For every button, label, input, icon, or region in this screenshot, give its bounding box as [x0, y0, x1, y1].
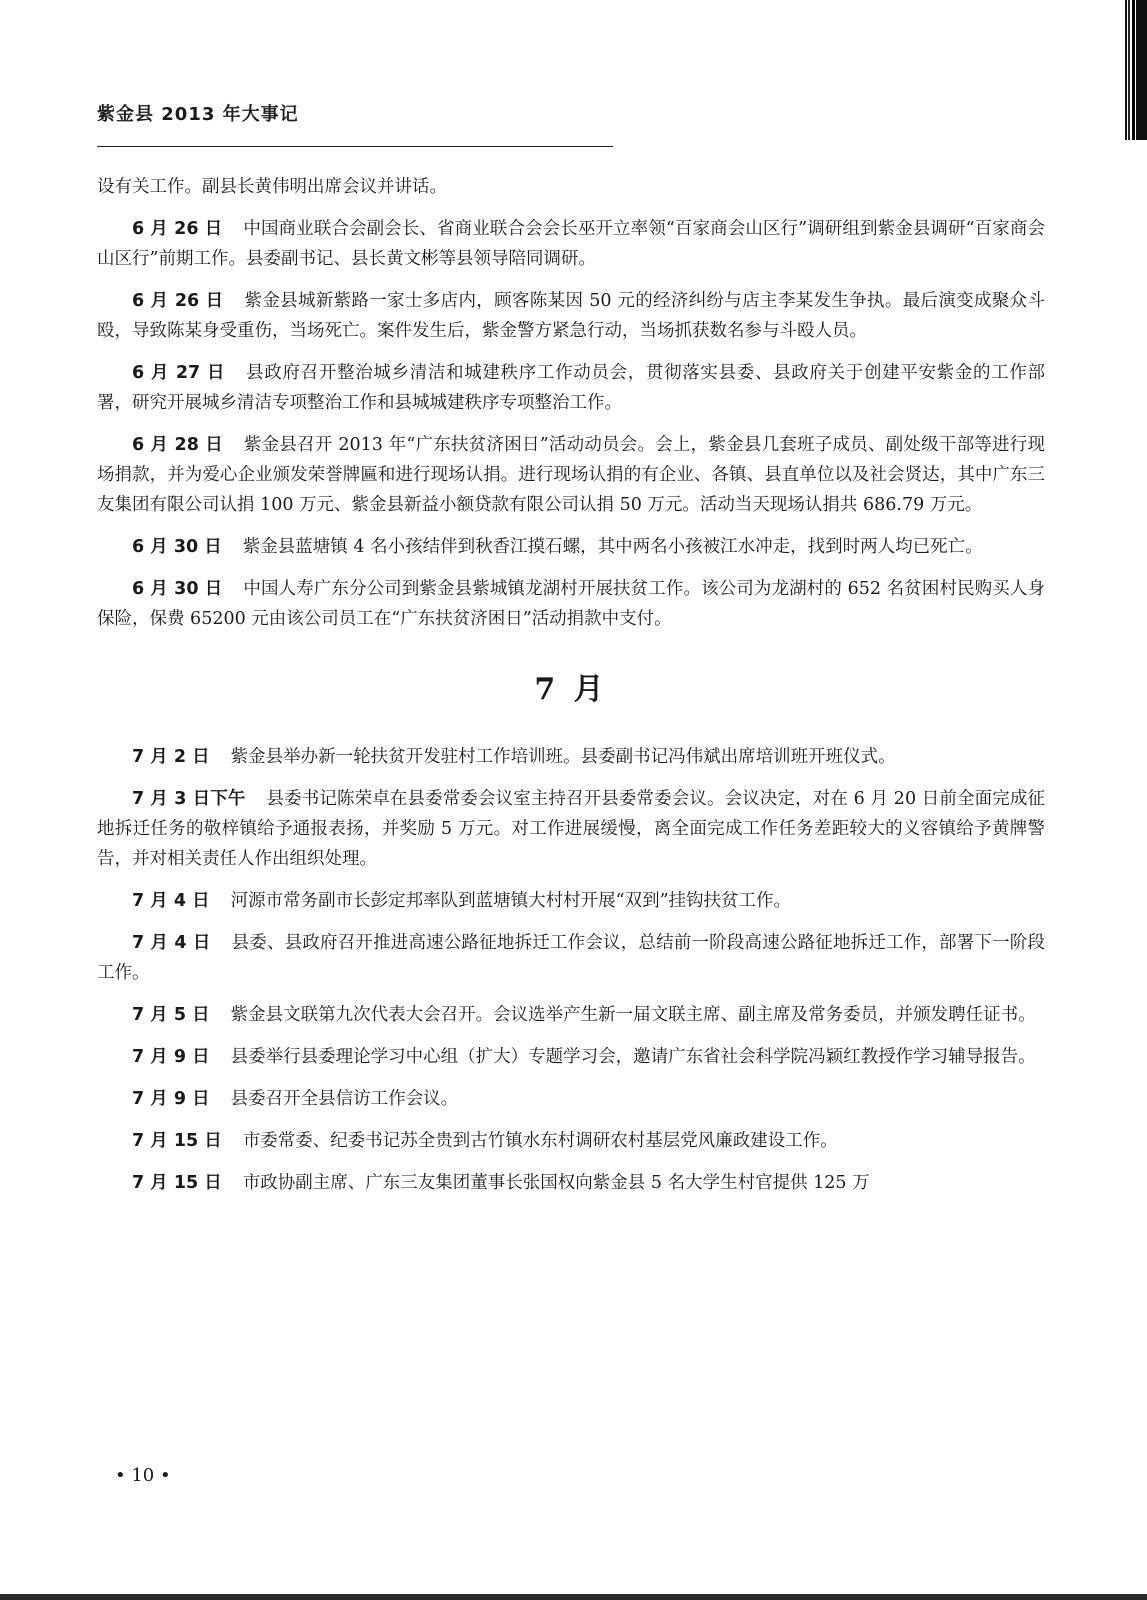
entry-date: 7 月 5 日: [132, 1005, 210, 1025]
chronicle-entry: [97, 784, 1045, 874]
chronicle-entry: [97, 532, 1045, 562]
entry-date: 6 月 30 日: [132, 579, 223, 599]
july-entries: [97, 742, 1045, 1198]
chronicle-entry: [97, 358, 1045, 418]
entry-date: 7 月 9 日: [132, 1089, 210, 1109]
entry-date: 6 月 26 日: [132, 219, 223, 239]
entry-text: 市政协副主席、广东三友集团董事长张国权向紫金县 5 名大学生村官提供 125 万: [242, 1173, 870, 1193]
chronicle-entry: [97, 430, 1045, 520]
entry-date: 6 月 27 日: [132, 363, 226, 383]
scan-edge-bottom: [0, 1594, 1147, 1600]
running-header: 紫金县 2013 年大事记: [97, 104, 299, 125]
entry-date: 7 月 4 日: [132, 891, 210, 911]
entry-date: 7 月 15 日: [132, 1131, 222, 1151]
chronicle-entry: [97, 1168, 1045, 1198]
entry-text: 县委召开全县信访工作会议。: [230, 1089, 459, 1109]
chronicle-entry: [97, 742, 1045, 772]
chronicle-entry: [97, 886, 1045, 916]
chronicle-entry: [97, 1126, 1045, 1156]
chronicle-entry: [97, 214, 1045, 274]
page-number: • 10 •: [115, 1465, 171, 1486]
entry-text: 紫金县城新紫路一家士多店内，顾客陈某因 50 元的经济纠纷与店主李某发生争执。最后演变成聚众斗殴，导致陈某身受重伤，当场死亡。案件发生后，紫金警方紧急行动，当场抓获数名参与斗殴人员。: [97, 291, 1046, 341]
june-entries: [97, 214, 1045, 634]
chronicle-entry: [97, 1000, 1045, 1030]
header-rule: [97, 146, 613, 147]
continued-paragraph: 设有关工作。副县长黄伟明出席会议并讲话。: [97, 177, 447, 197]
page-body: [97, 172, 1045, 1210]
entry-text: 紫金县蓝塘镇 4 名小孩结伴到秋香江摸石螺，其中两名小孩被江水冲走，找到时两人均已死亡。: [242, 537, 983, 557]
entry-date: 6 月 28 日: [132, 435, 223, 455]
chronicle-entry: [97, 1042, 1045, 1072]
entry-date: 6 月 30 日: [132, 537, 222, 557]
chronicle-entry: [97, 574, 1045, 634]
entry-text: 市委常委、纪委书记苏全贵到古竹镇水东村调研农村基层党风廉政建设工作。: [242, 1131, 838, 1151]
entry-date: 7 月 4 日: [132, 933, 211, 953]
entry-text: 县政府召开整治城乡清洁和城建秩序工作动员会，贯彻落实县委、县政府关于创建平安紫金的工作部署，研究开展城乡清洁专项整治工作和县城城建秩序专项整治工作。: [97, 363, 1046, 413]
entry-date: 6 月 26 日: [132, 291, 224, 311]
entry-date: 7 月 2 日: [132, 747, 210, 767]
entry-text: 中国商业联合会副会长、省商业联合会会长巫开立率领“百家商会山区行”调研组到紫金县调研“百家商会山区行”前期工作。县委副书记、县长黄文彬等县领导陪同调研。: [97, 219, 1045, 269]
chronicle-entry: [97, 286, 1045, 346]
entry-text: 紫金县文联第九次代表大会召开。会议选举产生新一届文联主席、副主席及常务委员，并颁发聘任证书。: [230, 1005, 1036, 1025]
entry-text: 河源市常务副市长彭定邦率队到蓝塘镇大村村开展“双到”挂钩扶贫工作。: [230, 891, 792, 911]
entry-text: 中国人寿广东分公司到紫金县紫城镇龙湖村开展扶贫工作。该公司为龙湖村的 652 名贫困村民购买人身保险，保费 65200 元由该公司员工在“广东扶贫济困日”活动捐款中支付。: [97, 579, 1045, 629]
entry-text: 县委举行县委理论学习中心组（扩大）专题学习会，邀请广东省社会科学院冯颖红教授作学习辅导报告。: [230, 1047, 1036, 1067]
entry-date: 7 月 3 日下午: [132, 789, 246, 809]
entry-text: 紫金县举办新一轮扶贫开发驻村工作培训班。县委副书记冯伟斌出席培训班开班仪式。: [230, 747, 896, 767]
chronicle-entry: [97, 1084, 1045, 1114]
chronicle-entry: [97, 928, 1045, 988]
entry-text: 县委、县政府召开推进高速公路征地拆迁工作会议，总结前一阶段高速公路征地拆迁工作，部署下一阶段工作。: [97, 933, 1045, 983]
entry-text: 县委书记陈荣卓在县委常委会议室主持召开县委常委会议。会议决定，对在 6 月 20 日前全面完成征地拆迁任务的敬梓镇给予通报表扬，并奖励 5 万元。对工作进展缓慢，离全面完成工作任务差距较大的义容镇给予黄牌警告，并对相关责任人作出组织处理。: [97, 789, 1045, 869]
month-heading: 7 月: [534, 672, 608, 707]
entry-date: 7 月 9 日: [132, 1047, 210, 1067]
entry-date: 7 月 15 日: [132, 1173, 222, 1193]
scan-edge-artifact: [1125, 0, 1147, 140]
entry-text: 紫金县召开 2013 年“广东扶贫济困日”活动动员会。会上，紫金县几套班子成员、副处级干部等进行现场捐款，并为爱心企业颁发荣誉牌匾和进行现场认捐。进行现场认捐的有企业、各镇、县直单位以及社会贤达，其中广东三友集团有限公司认捐 100 万元、紫金县新益小额贷款有限公司认捐 50 万元。活动当天现场认捐共 686.79 万元。: [97, 435, 1045, 515]
